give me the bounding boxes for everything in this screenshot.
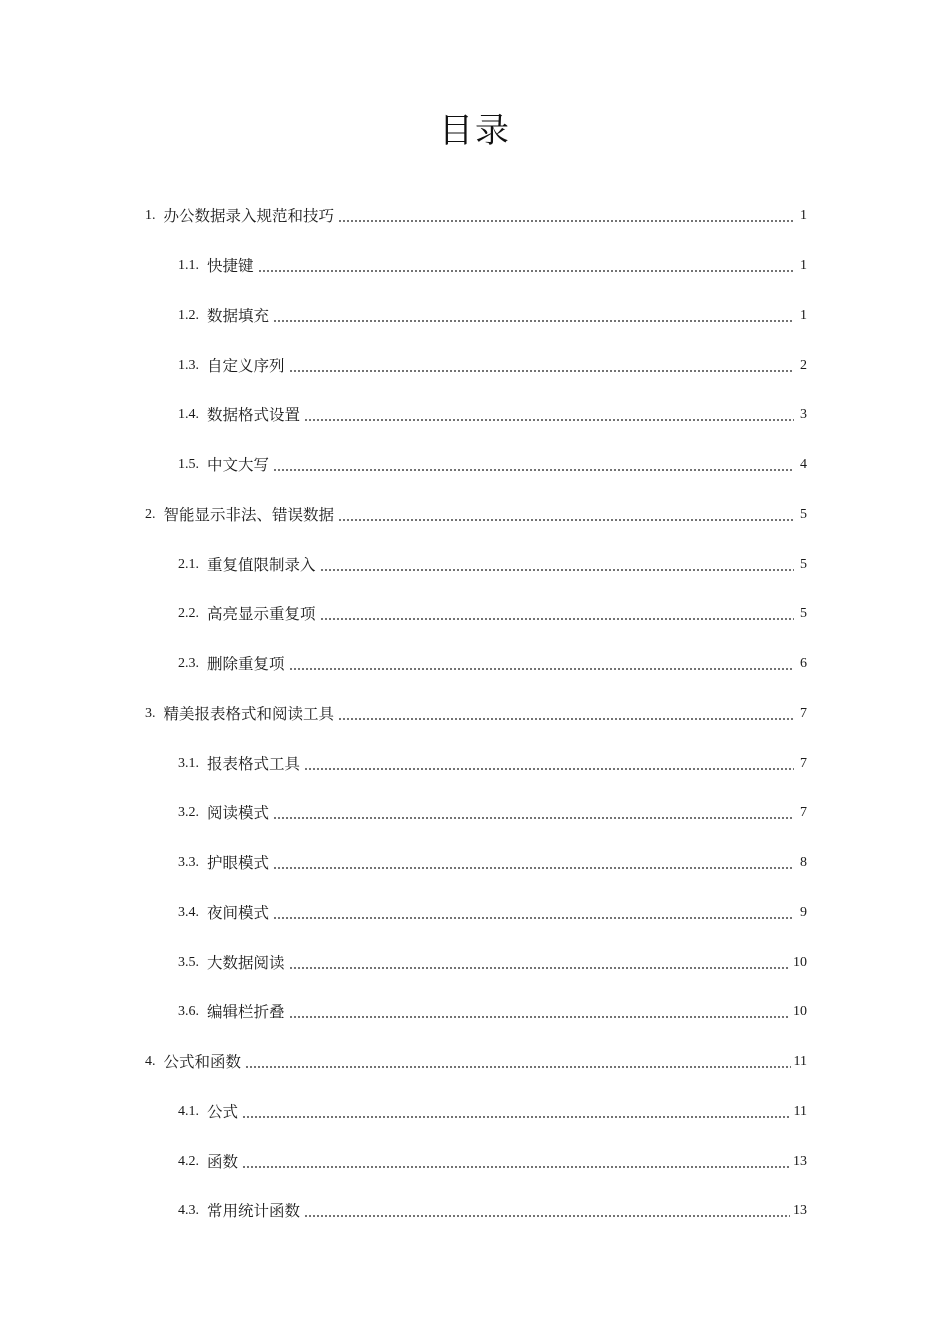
toc-entry-page: 2 bbox=[800, 358, 807, 373]
toc-dot-leader bbox=[273, 867, 794, 869]
toc-entry-title: 公式 bbox=[207, 1103, 239, 1121]
toc-entry-1-4[interactable] bbox=[178, 403, 807, 427]
toc-entry-number: 4.1. bbox=[178, 1104, 199, 1119]
toc-entry-number: 3. bbox=[145, 706, 156, 721]
toc-entry-1-3[interactable] bbox=[178, 354, 807, 378]
toc-dot-leader bbox=[338, 718, 794, 720]
toc-dot-leader bbox=[242, 1166, 790, 1168]
toc-entry-title: 删除重复项 bbox=[207, 655, 285, 673]
toc-dot-leader bbox=[258, 270, 794, 272]
toc-entry-number: 1. bbox=[145, 208, 156, 223]
toc-entry-2-1[interactable] bbox=[178, 553, 807, 577]
toc-entry-number: 3.5. bbox=[178, 955, 199, 970]
toc-entry-page: 7 bbox=[800, 706, 807, 721]
toc-dot-leader bbox=[273, 320, 794, 322]
toc-entry-3-1[interactable] bbox=[178, 752, 807, 776]
toc-entry-number: 3.3. bbox=[178, 855, 199, 870]
toc-entry-title: 函数 bbox=[207, 1153, 239, 1171]
page-title: 目录 bbox=[439, 111, 511, 151]
toc-entry-page: 1 bbox=[800, 308, 807, 323]
toc-entry-number: 2.3. bbox=[178, 656, 199, 671]
toc-entry-page: 7 bbox=[800, 805, 807, 820]
toc-entry-page: 5 bbox=[800, 557, 807, 572]
toc-entry-title: 快捷键 bbox=[207, 257, 254, 275]
toc-entry-page: 5 bbox=[800, 507, 807, 522]
toc-entry-page: 9 bbox=[800, 905, 807, 920]
toc-dot-leader bbox=[304, 768, 794, 770]
toc-entry-3-4[interactable] bbox=[178, 901, 807, 925]
toc-entry-3[interactable] bbox=[145, 702, 807, 726]
toc-dot-leader bbox=[289, 370, 794, 372]
toc-entry-title: 公式和函数 bbox=[163, 1053, 242, 1071]
toc-dot-leader bbox=[338, 519, 794, 521]
toc-entry-4-3[interactable] bbox=[178, 1199, 807, 1223]
toc-dot-leader bbox=[289, 668, 794, 670]
toc-dot-leader bbox=[245, 1066, 791, 1068]
toc-dot-leader bbox=[273, 917, 794, 919]
toc-entry-1-5[interactable] bbox=[178, 453, 807, 477]
toc-entry-3-2[interactable] bbox=[178, 801, 807, 825]
toc-entry-page: 4 bbox=[800, 457, 807, 472]
toc-dot-leader bbox=[338, 220, 794, 222]
toc-entry-2-3[interactable] bbox=[178, 652, 807, 676]
toc-entry-title: 阅读模式 bbox=[207, 804, 270, 822]
toc-entry-page: 10 bbox=[793, 1004, 807, 1019]
toc-entry-title: 自定义序列 bbox=[207, 357, 285, 375]
toc-entry-number: 2.1. bbox=[178, 557, 199, 572]
toc-entry-number: 4.2. bbox=[178, 1154, 199, 1169]
toc-entry-page: 10 bbox=[793, 955, 807, 970]
toc-entry-page: 6 bbox=[800, 656, 807, 671]
toc-dot-leader bbox=[289, 967, 790, 969]
toc-entry-title: 护眼模式 bbox=[207, 854, 270, 872]
toc-entry-page: 11 bbox=[793, 1104, 807, 1119]
toc-entry-2[interactable] bbox=[145, 503, 807, 527]
toc-entry-number: 1.5. bbox=[178, 457, 199, 472]
toc-entry-page: 8 bbox=[800, 855, 807, 870]
toc-entry-page: 5 bbox=[800, 606, 807, 621]
toc-dot-leader bbox=[304, 419, 794, 421]
toc-entry-page: 3 bbox=[800, 407, 807, 422]
toc-entry-1-1[interactable] bbox=[178, 254, 807, 278]
toc-entry-title: 数据格式设置 bbox=[207, 406, 301, 424]
toc-dot-leader bbox=[273, 469, 794, 471]
toc-dot-leader bbox=[320, 618, 794, 620]
toc-dot-leader bbox=[242, 1116, 791, 1118]
toc-entry-number: 1.4. bbox=[178, 407, 199, 422]
toc-entry-number: 2. bbox=[145, 507, 156, 522]
toc-entry-1-2[interactable] bbox=[178, 304, 807, 328]
toc-entry-3-6[interactable] bbox=[178, 1000, 807, 1024]
toc-entry-4[interactable] bbox=[145, 1050, 807, 1074]
toc-entry-title: 精美报表格式和阅读工具 bbox=[163, 705, 335, 723]
toc-entry-number: 3.6. bbox=[178, 1004, 199, 1019]
toc-entry-title: 常用统计函数 bbox=[207, 1202, 301, 1220]
toc-entry-title: 中文大写 bbox=[207, 456, 270, 474]
toc-entry-number: 2.2. bbox=[178, 606, 199, 621]
toc-entry-title: 大数据阅读 bbox=[207, 954, 285, 972]
toc-entry-number: 3.4. bbox=[178, 905, 199, 920]
toc-entry-4-2[interactable] bbox=[178, 1150, 807, 1174]
toc-entry-number: 4.3. bbox=[178, 1203, 199, 1218]
toc-entry-number: 4. bbox=[145, 1054, 156, 1069]
toc-entry-title: 办公数据录入规范和技巧 bbox=[163, 207, 335, 225]
toc-entry-number: 1.1. bbox=[178, 258, 199, 273]
toc-dot-leader bbox=[320, 569, 794, 571]
toc-entry-1[interactable] bbox=[145, 204, 807, 228]
toc-entry-title: 高亮显示重复项 bbox=[207, 605, 316, 623]
toc-entry-page: 7 bbox=[800, 756, 807, 771]
toc-dot-leader bbox=[289, 1016, 790, 1018]
toc-entry-title: 夜间模式 bbox=[207, 904, 270, 922]
toc-entry-page: 1 bbox=[800, 258, 807, 273]
toc-dot-leader bbox=[304, 1215, 790, 1217]
toc-entry-3-5[interactable] bbox=[178, 951, 807, 975]
toc-entry-title: 数据填充 bbox=[207, 307, 270, 325]
toc-entry-4-1[interactable] bbox=[178, 1100, 807, 1124]
toc-entry-title: 报表格式工具 bbox=[207, 755, 301, 773]
toc-entry-number: 3.2. bbox=[178, 805, 199, 820]
toc-entry-page: 11 bbox=[793, 1054, 807, 1069]
toc-entry-number: 3.1. bbox=[178, 756, 199, 771]
toc-entry-title: 智能显示非法、错误数据 bbox=[163, 506, 335, 524]
toc-entry-page: 1 bbox=[800, 208, 807, 223]
toc-entry-number: 1.2. bbox=[178, 308, 199, 323]
toc-entry-page: 13 bbox=[793, 1154, 807, 1169]
toc-entry-page: 13 bbox=[793, 1203, 807, 1218]
toc-entry-number: 1.3. bbox=[178, 358, 199, 373]
toc-entry-2-2[interactable] bbox=[178, 602, 807, 626]
toc-dot-leader bbox=[273, 817, 794, 819]
toc-entry-title: 编辑栏折叠 bbox=[207, 1003, 285, 1021]
toc-entry-3-3[interactable] bbox=[178, 851, 807, 875]
toc-entry-title: 重复值限制录入 bbox=[207, 556, 316, 574]
